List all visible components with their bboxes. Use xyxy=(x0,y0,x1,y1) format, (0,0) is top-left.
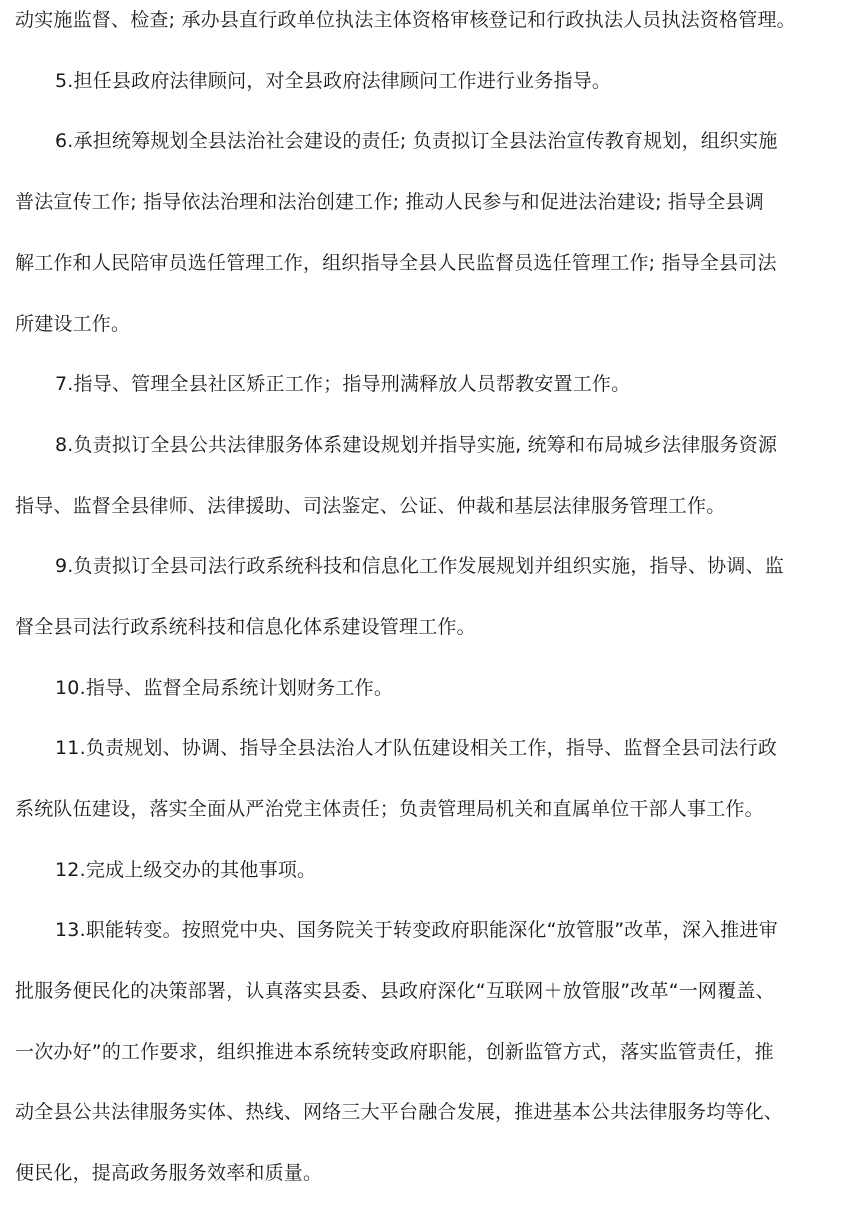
text-line: 系统队伍建设，落实全面从严治党主体责任；负责管理局机关和直属单位干部人事工作。 xyxy=(15,798,764,820)
text-line: 所建设工作。 xyxy=(15,313,131,335)
text-line: 指导、监督全县律师、法律援助、司法鉴定、公证、仲裁和基层法律服务管理工作。 xyxy=(15,495,726,517)
text-line-item-13: 13.职能转变。按照党中央、国务院关于转变政府职能深化“放管服”改革，深入推进审 xyxy=(55,919,778,941)
text-line: 解工作和人民陪审员选任管理工作，组织指导全县人民监督员选任管理工作; 指导全县司法 xyxy=(15,252,777,274)
text-line: 动实施监督、检查; 承办县直行政单位执法主体资格审核登记和行政执法人员执法资格管理。 xyxy=(15,9,796,31)
text-line: 动全县公共法律服务实体、热线、网络三大平台融合发展，推进基本公共法律服务均等化、 xyxy=(15,1101,784,1123)
text-line: 普法宣传工作; 指导依法治理和法治创建工作; 推动人民参与和促进法治建设; 指导全县调 xyxy=(15,191,764,213)
text-line: 批服务便民化的决策部署，认真落实县委、县政府深化“互联网＋放管服”改革“一网覆盖、 xyxy=(15,980,775,1002)
text-line: 便民化，提高政务服务效率和质量。 xyxy=(15,1162,323,1184)
text-line: 一次办好”的工作要求，组织推进本系统转变政府职能，创新监管方式，落实监管责任，推 xyxy=(15,1041,774,1063)
text-line-item-12: 12.完成上级交办的其他事项。 xyxy=(55,859,317,881)
text-line: 督全县司法行政系统科技和信息化体系建设管理工作。 xyxy=(15,616,476,638)
text-line-item-5: 5.担任县政府法律顾问，对全县政府法律顾问工作进行业务指导。 xyxy=(55,70,612,92)
text-line-item-11: 11.负责规划、协调、指导全县法治人才队伍建设相关工作，指导、监督全县司法行政 xyxy=(55,737,778,759)
text-line-item-6: 6.承担统筹规划全县法治社会建设的责任; 负责拟订全县法治宣传教育规划，组织实施 xyxy=(55,130,778,152)
text-line-item-8: 8.负责拟订全县公共法律服务体系建设规划并指导实施, 统筹和布局城乡法律服务资源 xyxy=(55,434,778,456)
text-line-item-7: 7.指导、管理全县社区矫正工作；指导刑满释放人员帮教安置工作。 xyxy=(55,373,631,395)
text-line-item-9: 9.负责拟订全县司法行政系统科技和信息化工作发展规划并组织实施，指导、协调、监 xyxy=(55,555,784,577)
text-line-item-10: 10.指导、监督全局系统计划财务工作。 xyxy=(55,677,394,699)
